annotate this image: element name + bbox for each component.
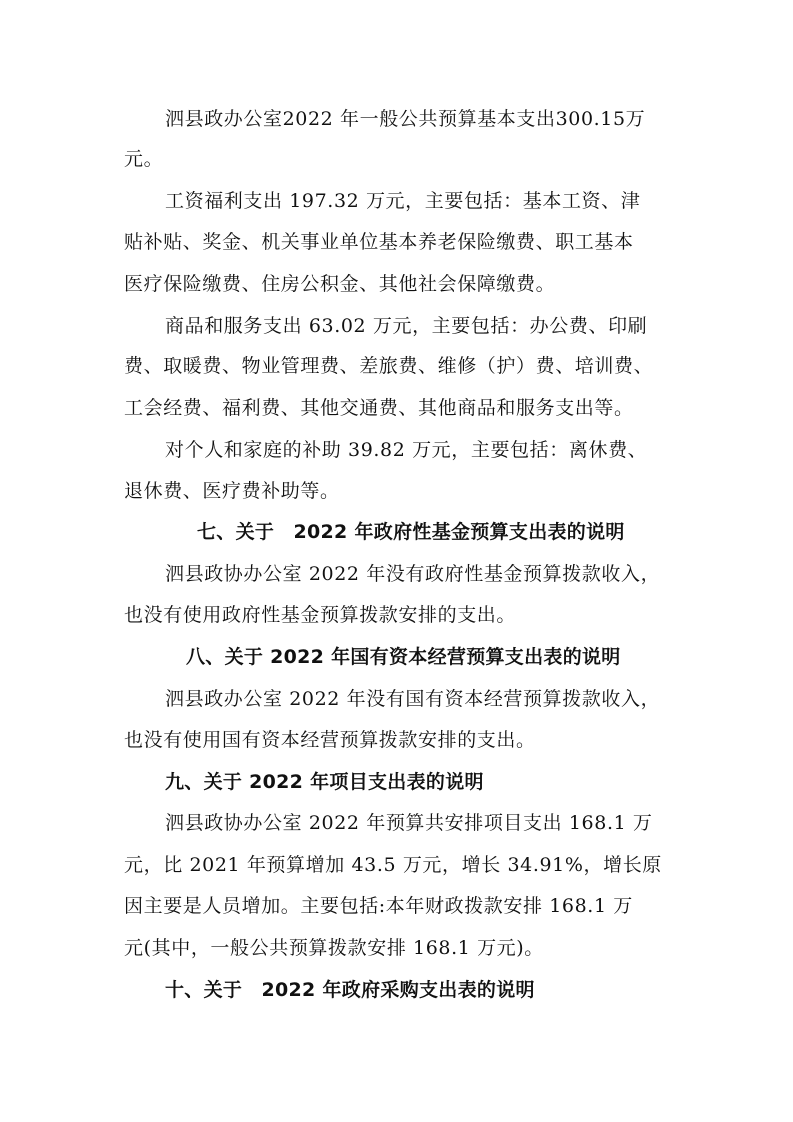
section-10-heading: 十、关于 2022 年政府采购支出表的说明 xyxy=(165,979,535,1001)
salary-line-1: 工资福利支出 197.32 万元，主要包括：基本工资、津 xyxy=(165,190,641,212)
goods-services-line-2: 费、取暖费、物业管理费、差旅费、维修（护）费、培训费、 xyxy=(124,355,654,377)
section-7-line-2: 也没有使用政府性基金预算拨款安排的支出。 xyxy=(124,604,517,626)
subsidy-line-2: 退休费、医疗费补助等。 xyxy=(124,480,340,502)
section-9-line-4: 元(其中，一般公共预算拨款安排 168.1 万元)。 xyxy=(124,937,544,959)
section-8-heading: 八、关于 2022 年国有资本经营预算支出表的说明 xyxy=(186,646,621,668)
section-8-line-2: 也没有使用国有资本经营预算拨款安排的支出。 xyxy=(124,729,536,751)
subsidy-line-1: 对个人和家庭的补助 39.82 万元，主要包括：离休费、 xyxy=(165,439,648,461)
section-7-line-1: 泗县政协办公室 2022 年没有政府性基金预算拨款收入， xyxy=(165,563,661,585)
section-9-line-2: 元，比 2021 年预算增加 43.5 万元，增长 34.91%，增长原 xyxy=(124,854,662,876)
salary-line-2: 贴补贴、奖金、机关事业单位基本养老保险缴费、职工基本 xyxy=(124,231,634,253)
section-7-heading: 七、关于 2022 年政府性基金预算支出表的说明 xyxy=(197,521,625,543)
budget-basic-line-2: 元。 xyxy=(124,148,164,170)
section-9-line-3: 因主要是人员增加。主要包括:本年财政拨款安排 168.1 万 xyxy=(124,895,633,917)
section-9-line-1: 泗县政协办公室 2022 年预算共安排项目支出 168.1 万 xyxy=(165,812,653,834)
section-9-heading: 九、关于 2022 年项目支出表的说明 xyxy=(165,771,484,793)
section-8-line-1: 泗县政办公室 2022 年没有国有资本经营预算拨款收入， xyxy=(165,688,661,710)
budget-basic-line-1: 泗县政办公室2022 年一般公共预算基本支出300.15万 xyxy=(165,108,646,130)
goods-services-line-3: 工会经费、福利费、其他交通费、其他商品和服务支出等。 xyxy=(124,397,634,419)
goods-services-line-1: 商品和服务支出 63.02 万元，主要包括：办公费、印刷 xyxy=(165,315,648,337)
salary-line-3: 医疗保险缴费、住房公积金、其他社会保障缴费。 xyxy=(124,273,556,295)
